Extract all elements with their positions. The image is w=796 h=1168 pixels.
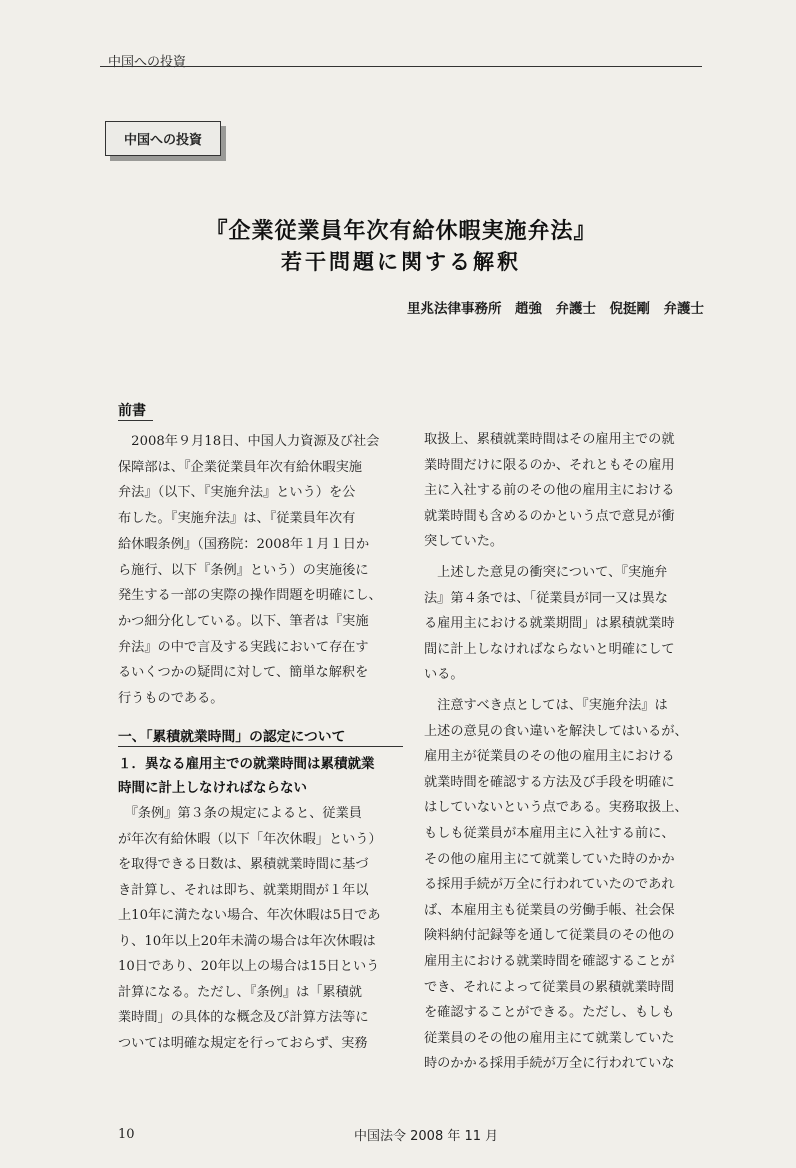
text-line: 就業時間も含めるのかという点で意見が衝 xyxy=(424,508,675,524)
text-line: り、10年以上20年未満の場合は年次休暇は xyxy=(118,933,376,949)
authors-line: 里兆法律事務所 趙強 弁護士 倪挺剛 弁護士 xyxy=(407,301,704,317)
text-line: を取得できる日数は、累積就業時間に基づ xyxy=(118,857,369,872)
text-line: 『条例』第３条の規定によると、従業員 xyxy=(118,806,362,821)
text-line: 時間に計上しなければならない xyxy=(118,780,307,796)
text-line: 発生する一部の実際の操作問題を明確にし、 xyxy=(118,588,382,604)
text-line: もしも従業員が本雇用主に入社する前に、 xyxy=(424,826,675,841)
text-line: 業時間」の具体的な概念及び計算方法等に xyxy=(118,1010,369,1025)
text-line: 業時間だけに限るのか、それともその雇用 xyxy=(424,457,675,473)
text-line: 雇用主が従業員のその他の雇用主における xyxy=(424,749,675,765)
text-line: 法』第４条では、「従業員が同一又は異な xyxy=(424,590,668,606)
text-line: 行うものである。 xyxy=(118,691,224,706)
text-line: 布した。『実施弁法』は、『従業員年次有 xyxy=(118,511,356,527)
header-rule xyxy=(100,66,702,67)
text-line: 上10年に満たない場合、年次休暇は5日であ xyxy=(118,908,381,923)
text-line: 上述の意見の食い違いを解決してはいるが、 xyxy=(424,723,688,739)
publication-footer: 中国法令 2008 年 11 月 xyxy=(354,1129,499,1144)
text-line: 主に入社する前のその他の雇用主における xyxy=(424,483,675,499)
text-line: 取扱上、累積就業時間はその雇用主での就 xyxy=(424,432,675,447)
text-line: かつ細分化している。以下、筆者は『実施 xyxy=(118,613,369,629)
text-line: き計算し、それは即ち、就業期間が１年以 xyxy=(118,882,369,898)
page-number: 10 xyxy=(118,1127,135,1142)
text-line: ば、本雇用主も従業員の労働手帳、社会保 xyxy=(424,902,675,918)
text-line: が年次有給休暇（以下「年次休暇」という） xyxy=(118,831,382,847)
text-line: 給休暇条例』（国務院：2008年１月１日か xyxy=(118,536,370,552)
text-line: る採用手続が万全に行われていたのであれ xyxy=(424,877,675,893)
article-title-line2: 若干問題に関する解釈 xyxy=(281,250,521,274)
preface-heading: 前書 xyxy=(118,403,146,419)
text-line: 突していた。 xyxy=(424,534,504,550)
text-line: 計算になる。ただし、『条例』は「累積就 xyxy=(118,984,362,1000)
text-line: 就業時間を確認する方法及び手段を明確に xyxy=(424,774,675,790)
text-line: を確認することができる。ただし、もしも xyxy=(424,1005,675,1021)
right-column xyxy=(424,428,714,1072)
preface-heading-rule xyxy=(118,420,153,421)
section1-heading-rule xyxy=(118,746,403,747)
text-line: １．異なる雇用主での就業時間は累積就業 xyxy=(118,756,375,772)
text-line: はしていないという点である。実務取扱上、 xyxy=(424,800,688,816)
text-line: ら施行、以下『条例』という）の実施後に xyxy=(118,562,369,578)
text-line: 注意すべき点としては、『実施弁法』は xyxy=(424,698,668,713)
text-line: 険料納付記録等を通して従業員のその他の xyxy=(424,928,675,944)
running-header: 中国への投資 xyxy=(108,55,187,70)
text-line: る雇用主における就業期間」は累積就業時 xyxy=(424,616,675,632)
section1-heading: 一、「累積就業時間」の認定について xyxy=(118,729,346,745)
text-line: でき、それによって従業員の累積就業時間 xyxy=(424,979,675,995)
text-line: ついては明確な規定を行っておらず、実務 xyxy=(118,1035,368,1051)
text-line: いる。 xyxy=(424,667,464,683)
section-tag: 中国への投資 xyxy=(105,121,221,156)
text-line: るいくつかの疑問に対して、簡単な解釈を xyxy=(118,665,369,681)
text-line: 弁法』の中で言及する実践において存在す xyxy=(118,639,369,655)
text-line: 間に計上しなければならないと明確にして xyxy=(424,641,675,657)
text-line: 2008年９月18日、中国人力資源及び社会 xyxy=(118,434,380,449)
left-column xyxy=(118,400,408,1100)
text-line: 従業員のその他の雇用主にて就業していた xyxy=(424,1030,675,1046)
text-line: 保障部は、『企業従業員年次有給休暇実施 xyxy=(118,459,362,475)
text-line: 10日であり、20年以上の場合は15日という xyxy=(118,959,380,974)
text-line: 上述した意見の衝突について、『実施弁 xyxy=(424,565,668,580)
text-line: その他の雇用主にて就業していた時のかか xyxy=(424,851,675,867)
article-title-line1: 『企業従業員年次有給休暇実施弁法』 xyxy=(205,219,597,244)
text-line: 雇用主における就業時間を確認することが xyxy=(424,954,675,969)
text-line: 弁法』（以下、『実施弁法』という）を公 xyxy=(118,485,356,501)
text-line: 時のかかる採用手続が万全に行われていな xyxy=(424,1056,675,1072)
